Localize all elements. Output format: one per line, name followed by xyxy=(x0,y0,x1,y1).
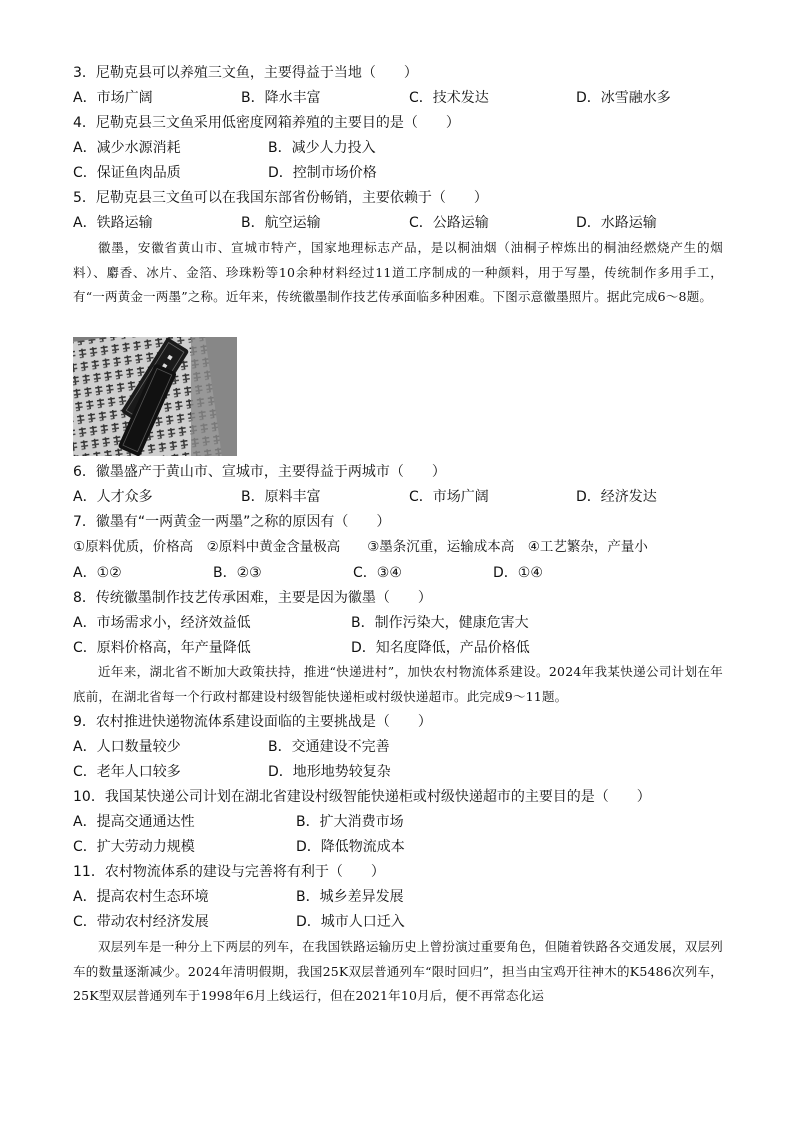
question-7-statements: ①原料优质，价格高 ②原料中黄金含量极高 ③墨条沉重，运输成本高 ④工艺繁杂，产量小 xyxy=(73,539,648,555)
question-5-stem: 5．尼勒克县三文鱼可以在我国东部省份畅销，主要依赖于（ ） xyxy=(73,190,488,206)
ink-stick-illustration xyxy=(73,337,237,456)
question-8-option-a: A．市场需求小，经济效益低 xyxy=(73,615,251,631)
question-11-stem: 11．农村物流体系的建设与完善将有利于（ ） xyxy=(73,864,385,880)
question-7-option-b: B．②③ xyxy=(213,565,262,581)
passage-ink xyxy=(73,236,723,310)
question-3-option-d: D．冰雪融水多 xyxy=(576,90,671,106)
question-7-option-c: C．③④ xyxy=(353,565,402,581)
question-4-option-a: A．减少水源消耗 xyxy=(73,140,181,156)
question-9-option-c: C．老年人口较多 xyxy=(73,764,181,780)
question-6-option-a: A．人才众多 xyxy=(73,489,153,505)
question-9-option-b: B．交通建设不完善 xyxy=(268,739,390,755)
question-10-option-d: D．降低物流成本 xyxy=(296,839,405,855)
passage-train xyxy=(73,935,723,1009)
question-3-option-b: B．降水丰富 xyxy=(241,90,321,106)
ink-stick-photo xyxy=(73,337,237,456)
question-5-option-d: D．水路运输 xyxy=(576,215,657,231)
question-10-option-c: C．扩大劳动力规模 xyxy=(73,839,195,855)
question-8-option-d: D．知名度降低，产品价格低 xyxy=(351,640,530,656)
question-10-option-b: B．扩大消费市场 xyxy=(296,814,404,830)
question-7-stem: 7．徽墨有“一两黄金一两墨”之称的原因有（ ） xyxy=(73,514,391,530)
passage-express-text: 近年来，湖北省不断加大政策扶持，推进“快递进村”，加快农村物流体系建设。2024年我某快递公司计划在年底前，在湖北省每一个行政村都建设村级智能快递柜或村级快递超市。此完成9～11题。 xyxy=(73,664,723,704)
question-9-option-a: A．人口数量较少 xyxy=(73,739,181,755)
question-8-stem: 8．传统徽墨制作技艺传承困难，主要是因为徽墨（ ） xyxy=(73,590,432,606)
question-6-option-d: D．经济发达 xyxy=(576,489,657,505)
question-6-option-b: B．原料丰富 xyxy=(241,489,321,505)
question-8-option-c: C．原料价格高，年产量降低 xyxy=(73,640,251,656)
question-8-option-b: B．制作污染大，健康危害大 xyxy=(351,615,529,631)
question-11-option-b: B．城乡差异发展 xyxy=(296,889,404,905)
passage-express xyxy=(73,660,723,709)
question-5-option-b: B．航空运输 xyxy=(241,215,321,231)
question-5-option-a: A．铁路运输 xyxy=(73,215,153,231)
question-11-option-a: A．提高农村生态环境 xyxy=(73,889,209,905)
question-11-option-c: C．带动农村经济发展 xyxy=(73,914,209,930)
question-10-option-a: A．提高交通通达性 xyxy=(73,814,195,830)
question-6-stem: 6．徽墨盛产于黄山市、宣城市，主要得益于两城市（ ） xyxy=(73,464,446,480)
question-5-option-c: C．公路运输 xyxy=(409,215,489,231)
question-11-option-d: D．城市人口迁入 xyxy=(296,914,405,930)
question-9-stem: 9．农村推进快递物流体系建设面临的主要挑战是（ ） xyxy=(73,714,432,730)
question-3-option-a: A．市场广阔 xyxy=(73,90,153,106)
question-10-stem: 10．我国某快递公司计划在湖北省建设村级智能快递柜或村级快递超市的主要目的是（ ） xyxy=(73,789,651,805)
question-4-option-b: B．减少人力投入 xyxy=(268,140,376,156)
question-7-option-a: A．①② xyxy=(73,565,122,581)
question-3-stem: 3．尼勒克县可以养殖三文鱼，主要得益于当地（ ） xyxy=(73,65,418,81)
question-4-stem: 4．尼勒克县三文鱼采用低密度网箱养殖的主要目的是（ ） xyxy=(73,115,460,131)
question-4-option-c: C．保证鱼肉品质 xyxy=(73,165,181,181)
passage-ink-text: 徽墨，安徽省黄山市、宣城市特产，国家地理标志产品，是以桐油烟（油桐子榨炼出的桐油经燃烧产生的烟料）、麝香、冰片、金箔、珍珠粉等10余种材料经过11道工序制成的一种颜料，用于写墨，传统制作多用手工，有“一两黄金一两墨”之称。近年来，传统徽墨制作技艺传承面临多种困难。下图示意徽墨照片。据此完成6～8题。 xyxy=(73,240,723,304)
question-9-option-d: D．地形地势较复杂 xyxy=(268,764,391,780)
question-7-option-d: D．①④ xyxy=(493,565,543,581)
question-4-option-d: D．控制市场价格 xyxy=(268,165,377,181)
passage-train-text: 双层列车是一种分上下两层的列车，在我国铁路运输历史上曾扮演过重要角色，但随着铁路各交通发展，双层列车的数量逐渐减少。2024年清明假期，我国25K双层普通列车“限时回归”，担当由宝鸡开往神木的K5486次列车，25K型双层普通列车于1998年6月上线运行，但在2021年10月后，便不再常态化运 xyxy=(73,939,723,1003)
question-6-option-c: C．市场广阔 xyxy=(409,489,489,505)
question-3-option-c: C．技术发达 xyxy=(409,90,489,106)
